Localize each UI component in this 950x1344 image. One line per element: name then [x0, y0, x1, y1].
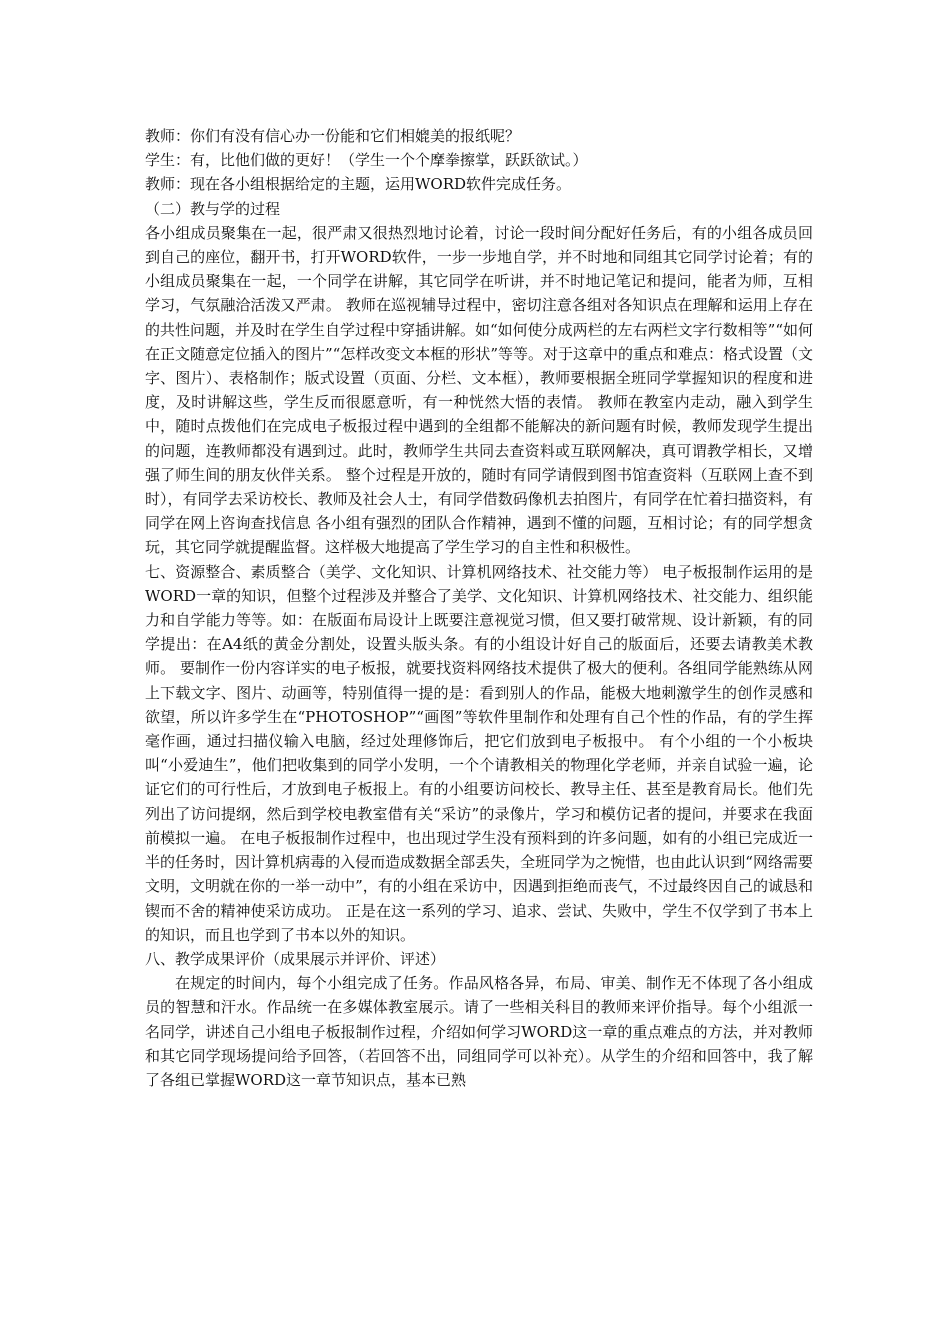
- section-heading-evaluation: 八、教学成果评价（成果展示并评价、评述）: [145, 949, 446, 968]
- paragraph-group-work: 各小组成员聚集在一起，很严肃又很热烈地讨论着，讨论一段时间分配好任务后，有的小组各成员回到自己的座位，翻开书，打开WORD软件，一步一步地自学，并不时地和同组其它同学讨论着；有的小组成员聚集在一起，一个同学在讲解，其它同学在听讲，并不时地记笔记和提问，能者为师，互相学习，气氛融洽活泼又严肃。 教师在巡视辅导过程中，密切注意各组对各知识点在理解和运用上存在的共性问题，并及时在学生自学过程中穿插讲解。如“如何使分成两栏的左右两栏文字行数相等”“如何在正文随意定位插入的图片”“怎样改变文本框的形状”等等。对于这章中的重点和难点：格式设置（文字、图片）、表格制作；版式设置（页面、分栏、文本框），教师要根据全班同学掌握知识的程度和进度，及时讲解这些，学生反而很愿意听，有一种恍然大悟的表情。 教师在教室内走动，融入到学生中，随时点拨他们在完成电子板报过程中遇到的全组都不能解决的新问题有时候，教师发现学生提出的问题，连教师都没有遇到过。此时，教师学生共同去查资料或互联网解决，真可谓教学相长，又增强了师生间的朋友伙伴关系。 整个过程是开放的，随时有同学请假到图书馆查资料（互联网上查不到时），有同学去采访校长、教师及社会人士，有同学借数码像机去拍图片，有同学在忙着扫描资料，有同学在网上咨询查找信息 各小组有强烈的团队合作精神，遇到不懂的问题，互相讨论；有的同学想贪玩，其它同学就提醒监督。这样极大地提高了学生学习的自主性和积极性。: [145, 223, 814, 557]
- paragraph-teacher-task: 教师：现在各小组根据给定的主题，运用WORD软件完成任务。: [145, 175, 572, 194]
- section-heading-teaching-process: （二）教与学的过程: [145, 199, 281, 218]
- paragraph-resource-integration: 七、资源整合、素质整合（美学、文化知识、计算机网络技术、社交能力等） 电子板报制作运用的是WORD一章的知识，但整个过程涉及并整合了美学、文化知识、计算机网络技术、社交能力、组织能力和自学能力等等。如：在版面布局设计上既要注意视觉习惯，但又要打破常规、设计新颖，有的同学提出：在A4纸的黄金分割处，设置头版头条。有的小组设计好自己的版面后，还要去请教美术教师。 要制作一份内容详实的电子板报，就要找资料网络技术提供了极大的便利。各组同学能熟练从网上下载文字、图片、动画等，特别值得一提的是：看到别人的作品，能极大地刺激学生的创作灵感和欲望，所以许多学生在“PHOTOSHOP”“画图”等软件里制作和处理有自己个性的作品，有的学生挥毫作画，通过扫描仪输入电脑，经过处理修饰后，把它们放到电子板报中。 有个小组的一个小板块叫“小爱迪生”，他们把收集到的同学小发明，一个个请教相关的物理化学老师，并亲自试验一遍，论证它们的可行性后，才放到电子板报上。有的小组要访问校长、教导主任、甚至是教育局长。他们先列出了访问提纲，然后到学校电教室借有关“采访”的录像片，学习和模仿记者的提问，并要求在我面前模拟一遍。 在电子板报制作过程中，也出现过学生没有预料到的许多问题，如有的小组已完成近一半的任务时，因计算机病毒的入侵而造成数据全部丢失，全班同学为之惋惜，也由此认识到“网络需要文明，文明就在你的一举一动中”，有的小组在采访中，因遇到拒绝而丧气，不过最终因自己的诚恳和锲而不舍的精神使采访成功。 正是在这一系列的学习、追求、尝试、失败中，学生不仅学到了书本上的知识，而且也学到了书本以外的知识。: [145, 562, 813, 944]
- document-body: [145, 124, 813, 1092]
- paragraph-student-answer: 学生：有，比他们做的更好！（学生一个个摩拳擦掌，跃跃欲试。）: [145, 151, 588, 170]
- paragraph-teacher-question: 教师：你们有没有信心办一份能和它们相媲美的报纸呢？: [145, 127, 521, 145]
- paragraph-evaluation: 在规定的时间内，每个小组完成了任务。作品风格各异，布局、审美、制作无不体现了各小组成员的智慧和汗水。作品统一在多媒体教室展示。请了一些相关科目的教师来评价指导。每个小组派一名同学，讲述自己小组电子板报制作过程，介绍如何学习WORD这一章的重点难点的方法，并对教师和其它同学现场提问给予回答，（若回答不出，同组同学可以补充）。从学生的介绍和回答中，我了解了各组已掌握WORD这一章节知识点，基本已熟: [145, 974, 813, 1089]
